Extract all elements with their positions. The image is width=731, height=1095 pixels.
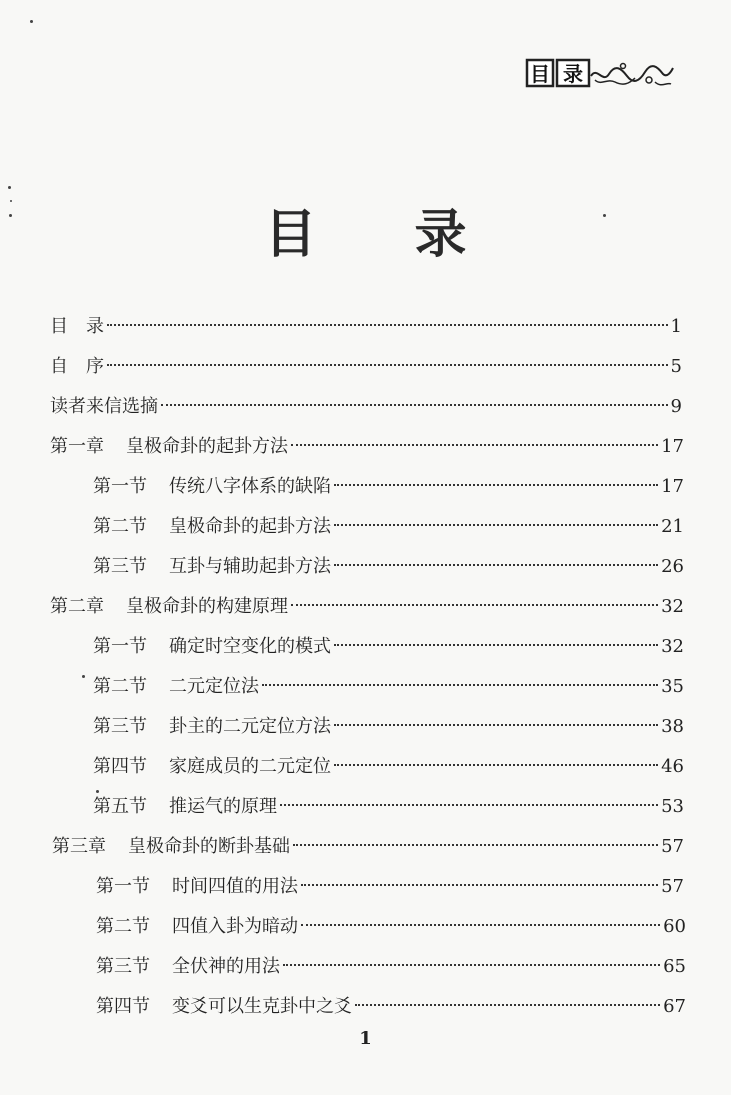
toc-page-number: 1: [670, 316, 682, 337]
section-number: 第四节: [93, 756, 147, 777]
toc-chapter[interactable]: [50, 594, 684, 620]
toc-entry-label: [93, 514, 331, 540]
chapter-title: 皇极命卦的起卦方法: [126, 436, 288, 457]
toc-page-number: 17: [661, 436, 684, 457]
section-title: 确定时空变化的模式: [169, 636, 331, 657]
dot-leader: [107, 364, 668, 366]
section-title: 变爻可以生克卦中之爻: [172, 996, 352, 1017]
dot-leader: [334, 724, 658, 726]
section-title: 卦主的二元定位方法: [169, 716, 331, 737]
toc-entry-label: 自 序: [50, 356, 104, 377]
section-title: 二元定位法: [169, 676, 259, 697]
toc-section[interactable]: [96, 914, 686, 940]
dot-leader: [291, 604, 658, 606]
section-title: 推运气的原理: [169, 796, 277, 817]
toc-section[interactable]: [93, 674, 684, 700]
section-number: 第一节: [93, 636, 147, 657]
toc-page-number: 67: [663, 996, 686, 1017]
dot-leader: [293, 844, 658, 846]
toc-section[interactable]: [93, 754, 684, 780]
toc-entry-label: 读者来信选摘: [50, 396, 158, 417]
chapter-number: 第三章: [52, 836, 106, 857]
toc-section[interactable]: [93, 554, 684, 580]
page-title: 目 录: [264, 204, 507, 265]
dot-leader: [262, 684, 658, 686]
dot-leader: [291, 444, 658, 446]
section-title: 皇极命卦的起卦方法: [169, 516, 331, 537]
toc-entry-label: [50, 434, 288, 460]
toc-section[interactable]: [96, 954, 686, 980]
section-title: 互卦与辅助起卦方法: [169, 556, 331, 577]
toc-page-number: 26: [661, 556, 684, 577]
section-number: 第二节: [96, 916, 150, 937]
section-title: 家庭成员的二元定位: [169, 756, 331, 777]
section-number: 第三节: [93, 556, 147, 577]
toc-chapter[interactable]: [50, 434, 684, 460]
toc-page-number: 57: [661, 836, 684, 857]
dot-leader: [161, 404, 668, 406]
section-number: 第四节: [96, 996, 150, 1017]
dot-leader: [334, 644, 658, 646]
ornament-char-2: 录: [563, 62, 583, 86]
toc-entry-label: [96, 914, 298, 940]
toc-entry-label: [96, 874, 298, 900]
toc-page-number: 46: [661, 756, 684, 777]
toc-entry-label: 目 录: [50, 316, 104, 337]
toc-section[interactable]: [93, 714, 684, 740]
toc-section[interactable]: [93, 634, 684, 660]
toc-entry-label: [93, 754, 331, 780]
toc-section[interactable]: [93, 794, 684, 820]
section-number: 第三节: [93, 716, 147, 737]
dot-leader: [283, 964, 660, 966]
toc-page-number: 9: [670, 396, 682, 417]
toc-entry-label: [96, 954, 280, 980]
dot-leader: [301, 884, 658, 886]
toc-page-number: 38: [661, 716, 684, 737]
dot-leader: [334, 524, 658, 526]
section-number: 第二节: [93, 676, 147, 697]
toc-entry-label: [93, 554, 331, 580]
chapter-number: 第二章: [50, 596, 104, 617]
section-title: 传统八字体系的缺陷: [169, 476, 331, 497]
dot-leader: [334, 764, 658, 766]
toc-entry[interactable]: [50, 394, 682, 420]
toc-section[interactable]: [93, 474, 684, 500]
toc-page-number: 17: [661, 476, 684, 497]
section-title: 全伏神的用法: [172, 956, 280, 977]
ornament-char-1: 目: [530, 62, 550, 86]
toc-page-number: 32: [661, 596, 684, 617]
toc-page-number: 32: [661, 636, 684, 657]
toc-page-number: 21: [661, 516, 684, 537]
toc-entry-label: [93, 634, 331, 660]
toc-entry-label: [93, 714, 331, 740]
toc-page-number: 53: [661, 796, 684, 817]
toc-entry-label: [50, 594, 288, 620]
toc-page-number: 65: [663, 956, 686, 977]
section-number: 第一节: [93, 476, 147, 497]
dot-leader: [301, 924, 660, 926]
toc-section[interactable]: [96, 874, 684, 900]
section-title: 时间四值的用法: [172, 876, 298, 897]
chapter-title: 皇极命卦的断卦基础: [128, 836, 290, 857]
toc-entry[interactable]: [50, 314, 682, 340]
toc-entry-label: [96, 994, 352, 1020]
toc-page-number: 60: [663, 916, 686, 937]
toc-section[interactable]: [93, 514, 684, 540]
toc-entry[interactable]: [50, 354, 682, 380]
dot-leader: [107, 324, 668, 326]
chapter-number: 第一章: [50, 436, 104, 457]
section-title: 四值入卦为暗动: [172, 916, 298, 937]
section-number: 第三节: [96, 956, 150, 977]
toc-entry-label: [52, 834, 290, 860]
dot-leader: [355, 1004, 660, 1006]
dot-leader: [280, 804, 658, 806]
toc-entry-label: [93, 474, 331, 500]
toc-page-number: 35: [661, 676, 684, 697]
page-folio-number: 1: [359, 1028, 372, 1049]
section-number: 第一节: [96, 876, 150, 897]
section-number: 第五节: [93, 796, 147, 817]
chapter-title: 皇极命卦的构建原理: [126, 596, 288, 617]
toc-entry-label: [93, 674, 259, 700]
toc-entry-label: [93, 794, 277, 820]
toc-page-number: 5: [670, 356, 682, 377]
dot-leader: [334, 484, 658, 486]
toc-section[interactable]: [96, 994, 686, 1020]
toc-chapter[interactable]: [52, 834, 684, 860]
section-number: 第二节: [93, 516, 147, 537]
toc-page-number: 57: [661, 876, 684, 897]
dot-leader: [334, 564, 658, 566]
